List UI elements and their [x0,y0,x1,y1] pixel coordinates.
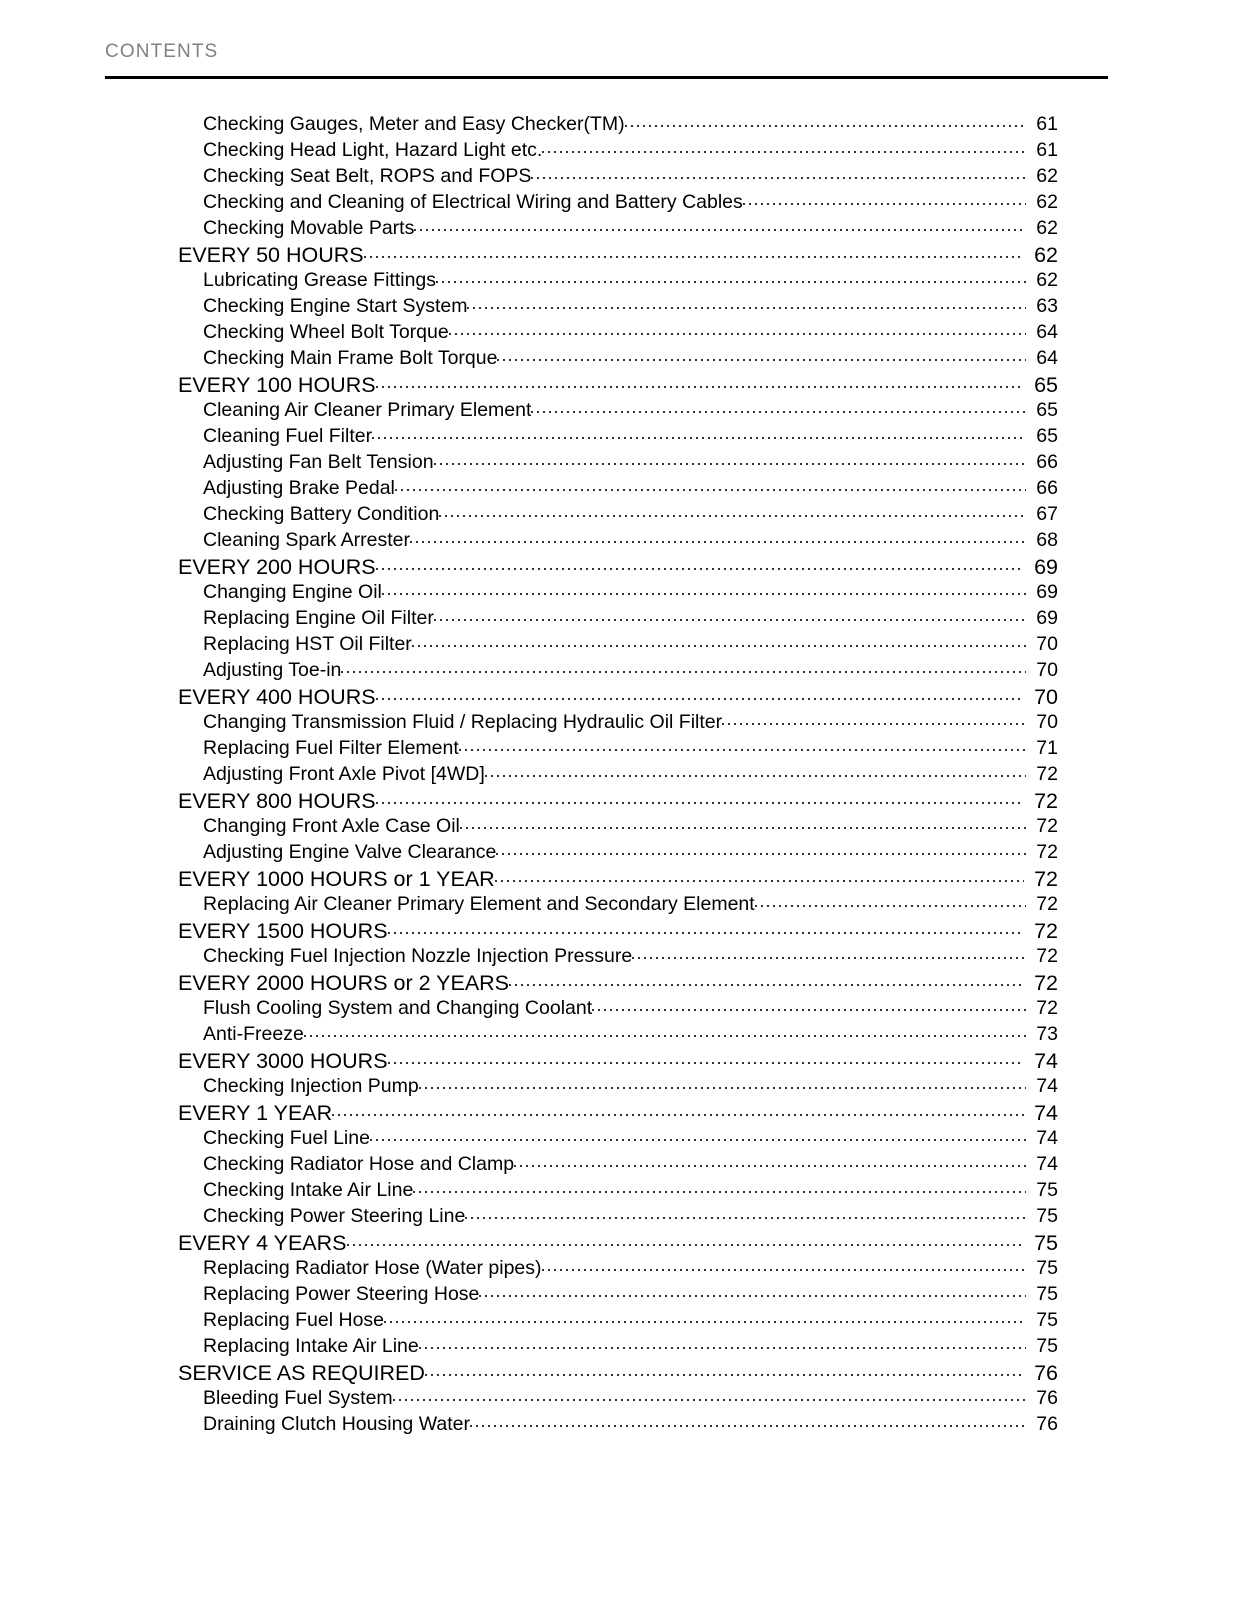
toc-page-number: 70 [1034,684,1058,709]
toc-page-number: 72 [1034,918,1058,943]
toc-section-row[interactable] [0,1358,1236,1384]
toc-entry-label: Cleaning Fuel Filter [203,424,373,447]
toc-page-number: 72 [1034,866,1058,891]
toc-entry-label: Checking Wheel Bolt Torque [203,320,449,343]
toc-section-row[interactable] [0,1046,1236,1072]
toc-page-number: 72 [1034,970,1058,995]
toc-dot-leader [542,1254,1026,1274]
toc-page-number: 65 [1036,424,1058,447]
toc-page-number: 66 [1036,450,1058,473]
toc-dot-leader [436,266,1026,286]
toc-entry-label: Draining Clutch Housing Water [203,1412,470,1435]
toc-entry-row[interactable] [0,1384,1236,1410]
toc-entry-row[interactable] [0,812,1236,838]
toc-page-number: 70 [1036,710,1058,733]
toc-entry-label: Adjusting Engine Valve Clearance [203,840,497,863]
toc-dot-leader [485,760,1026,780]
toc-dot-leader [419,1072,1026,1092]
toc-dot-leader [592,994,1026,1014]
toc-dot-leader [625,110,1026,130]
toc-page-number: 75 [1036,1308,1058,1331]
header-divider [105,76,1108,79]
toc-entry-row[interactable] [0,110,1236,136]
toc-page-number: 65 [1034,372,1058,397]
toc-entry-label: Checking Fuel Injection Nozzle Injection Pressure [203,944,633,967]
toc-entry-row[interactable] [0,292,1236,318]
toc-entry-row[interactable] [0,1280,1236,1306]
toc-entry-label: Adjusting Toe-in [203,658,342,681]
toc-page-number: 74 [1034,1048,1058,1073]
toc-page-number: 74 [1036,1126,1058,1149]
toc-entry-label: Cleaning Air Cleaner Primary Element [203,398,532,421]
toc-dot-leader [376,682,1024,704]
toc-entry-label: Cleaning Spark Arrester [203,528,411,551]
toc-dot-leader [376,370,1024,392]
toc-entry-row[interactable] [0,344,1236,370]
toc-page-number: 75 [1036,1256,1058,1279]
toc-entry-row[interactable] [0,422,1236,448]
toc-dot-leader [412,630,1026,650]
toc-dot-leader [632,942,1026,962]
toc-entry-row[interactable] [0,266,1236,292]
toc-page-number: 69 [1036,606,1058,629]
toc-entry-row[interactable] [0,708,1236,734]
toc-dot-leader [341,656,1026,676]
toc-entry-label: Checking Battery Condition [203,502,440,525]
toc-entry-label: EVERY 50 HOURS [178,242,364,267]
toc-entry-label: EVERY 3000 HOURS [178,1048,388,1073]
toc-dot-leader [372,422,1026,442]
toc-page-number: 72 [1036,814,1058,837]
toc-entry-row[interactable] [0,1306,1236,1332]
toc-section-row[interactable] [0,240,1236,266]
toc-dot-leader [332,1098,1024,1120]
toc-page-number: 72 [1036,892,1058,915]
toc-dot-leader [425,1358,1024,1380]
toc-entry-label: EVERY 200 HOURS [178,554,376,579]
toc-dot-leader [497,344,1026,364]
toc-page-number: 72 [1036,762,1058,785]
toc-page-number: 68 [1036,528,1058,551]
toc-entry-row[interactable] [0,942,1236,968]
toc-entry-row[interactable] [0,760,1236,786]
toc-entry-label: Adjusting Brake Pedal [203,476,395,499]
toc-page-number: 75 [1034,1230,1058,1255]
toc-entry-label: Anti-Freeze [203,1022,304,1045]
toc-dot-leader [460,812,1026,832]
toc-page-number: 62 [1036,190,1058,213]
toc-page-number: 76 [1036,1386,1058,1409]
toc-entry-label: Adjusting Front Axle Pivot [4WD] [203,762,485,785]
toc-page-number: 76 [1036,1412,1058,1435]
toc-dot-leader [388,1046,1024,1068]
toc-entry-row[interactable] [0,1020,1236,1046]
toc-entry-row[interactable] [0,994,1236,1020]
toc-dot-leader [542,136,1026,156]
toc-dot-leader [434,448,1026,468]
toc-entry-label: Checking Main Frame Bolt Torque [203,346,498,369]
toc-page-number: 67 [1036,502,1058,525]
toc-dot-leader [439,500,1026,520]
toc-entry-row[interactable] [0,630,1236,656]
toc-entry-label: Replacing Engine Oil Filter [203,606,434,629]
toc-entry-label: Replacing Radiator Hose (Water pipes) [203,1256,542,1279]
toc-section-row[interactable] [0,1098,1236,1124]
toc-entry-label: Replacing Intake Air Line [203,1334,419,1357]
toc-entry-label: Changing Transmission Fluid / Replacing Hydraulic Oil Filter [203,710,723,733]
toc-dot-leader [743,188,1026,208]
toc-section-row[interactable] [0,370,1236,396]
toc-entry-row[interactable] [0,890,1236,916]
toc-entry-row[interactable] [0,578,1236,604]
toc-page-number: 69 [1036,580,1058,603]
toc-entry-row[interactable] [0,838,1236,864]
toc-entry-label: Flush Cooling System and Changing Coolant [203,996,593,1019]
toc-dot-leader [465,1202,1026,1222]
toc-dot-leader [419,1332,1026,1352]
toc-entry-label: Replacing Fuel Hose [203,1308,385,1331]
toc-section-row[interactable] [0,786,1236,812]
toc-entry-row[interactable] [0,1410,1236,1436]
toc-entry-row[interactable] [0,474,1236,500]
toc-dot-leader [376,552,1024,574]
toc-entry-label: Replacing Fuel Filter Element [203,736,459,759]
toc-dot-leader [496,838,1026,858]
toc-entry-label: Checking Fuel Line [203,1126,370,1149]
toc-dot-leader [755,890,1026,910]
toc-page-number: 61 [1036,138,1058,161]
toc-entry-row[interactable] [0,162,1236,188]
toc-dot-leader [414,214,1026,234]
toc-entry-label: Checking Seat Belt, ROPS and FOPS [203,164,532,187]
toc-dot-leader [393,1384,1026,1404]
toc-page-number: 69 [1034,554,1058,579]
toc-entry-row[interactable] [0,656,1236,682]
toc-entry-row[interactable] [0,500,1236,526]
toc-dot-leader [410,526,1026,546]
toc-entry-row[interactable] [0,318,1236,344]
toc-page-number: 61 [1036,112,1058,135]
toc-entry-row[interactable] [0,448,1236,474]
toc-dot-leader [470,1410,1026,1430]
toc-entry-row[interactable] [0,1332,1236,1358]
toc-entry-label: Checking Movable Parts [203,216,415,239]
toc-entry-row[interactable] [0,1254,1236,1280]
toc-entry-label: Bleeding Fuel System [203,1386,393,1409]
toc-page-number: 74 [1036,1074,1058,1097]
toc-entry-row[interactable] [0,526,1236,552]
toc-entry-row[interactable] [0,188,1236,214]
toc-page-number: 72 [1036,944,1058,967]
toc-entry-label: EVERY 400 HOURS [178,684,376,709]
toc-entry-row[interactable] [0,1124,1236,1150]
toc-entry-label: Checking Injection Pump [203,1074,419,1097]
toc-dot-leader [347,1228,1024,1250]
toc-dot-leader [388,916,1024,938]
toc-page-number: 72 [1034,788,1058,813]
toc-dot-leader [395,474,1026,494]
toc-page-number: 64 [1036,346,1058,369]
toc-dot-leader [449,318,1026,338]
toc-entry-label: Checking Gauges, Meter and Easy Checker(TM) [203,112,625,135]
toc-page-number: 73 [1036,1022,1058,1045]
toc-page-number: 71 [1036,736,1058,759]
toc-page-number: 72 [1036,840,1058,863]
toc-entry-row[interactable] [0,1150,1236,1176]
toc-dot-leader [509,968,1024,990]
toc-entry-label: EVERY 1000 HOURS or 1 YEAR [178,866,495,891]
toc-section-row[interactable] [0,682,1236,708]
toc-page-number: 74 [1036,1152,1058,1175]
toc-entry-label: Checking Power Steering Line [203,1204,466,1227]
toc-section-row[interactable] [0,864,1236,890]
toc-entry-label: Checking Radiator Hose and Clamp [203,1152,515,1175]
toc-entry-row[interactable] [0,734,1236,760]
toc-section-row[interactable] [0,1228,1236,1254]
toc-page-number: 75 [1036,1282,1058,1305]
toc-entry-label: EVERY 4 YEARS [178,1230,347,1255]
toc-page-number: 76 [1034,1360,1058,1385]
toc-dot-leader [467,292,1026,312]
toc-dot-leader [514,1150,1026,1170]
toc-dot-leader [304,1020,1026,1040]
toc-entry-label: Lubricating Grease Fittings [203,268,437,291]
toc-entry-label: SERVICE AS REQUIRED [178,1360,425,1385]
toc-dot-leader [479,1280,1026,1300]
page-header [105,40,1108,64]
toc-dot-leader [722,708,1026,728]
toc-page-number: 65 [1036,398,1058,421]
toc-section-row[interactable] [0,916,1236,942]
toc-dot-leader [376,786,1024,808]
toc-entry-row[interactable] [0,214,1236,240]
toc-section-row[interactable] [0,968,1236,994]
toc-page-number: 62 [1036,164,1058,187]
toc-section-row[interactable] [0,552,1236,578]
toc-entry-row[interactable] [0,604,1236,630]
toc-page-number: 64 [1036,320,1058,343]
toc-page-number: 62 [1036,268,1058,291]
table-of-contents [0,110,1236,1436]
toc-entry-row[interactable] [0,1072,1236,1098]
toc-dot-leader [434,604,1026,624]
toc-entry-row[interactable] [0,1176,1236,1202]
toc-dot-leader [531,396,1026,416]
toc-entry-label: EVERY 1 YEAR [178,1100,333,1125]
toc-dot-leader [459,734,1026,754]
toc-entry-label: Replacing Power Steering Hose [203,1282,480,1305]
toc-entry-label: Checking Intake Air Line [203,1178,414,1201]
toc-page-number: 70 [1036,632,1058,655]
toc-dot-leader [413,1176,1026,1196]
toc-entry-label: EVERY 1500 HOURS [178,918,388,943]
toc-dot-leader [370,1124,1026,1144]
toc-entry-label: Adjusting Fan Belt Tension [203,450,434,473]
toc-dot-leader [495,864,1024,886]
toc-entry-row[interactable] [0,396,1236,422]
toc-dot-leader [364,240,1024,262]
toc-entry-label: Checking and Cleaning of Electrical Wiring and Battery Cables [203,190,743,213]
toc-entry-label: EVERY 800 HOURS [178,788,376,813]
toc-page-number: 70 [1036,658,1058,681]
toc-dot-leader [384,1306,1026,1326]
toc-entry-label: Checking Engine Start System [203,294,468,317]
toc-entry-label: Replacing HST Oil Filter [203,632,412,655]
toc-entry-row[interactable] [0,136,1236,162]
toc-entry-label: Changing Engine Oil [203,580,382,603]
toc-page-number: 74 [1034,1100,1058,1125]
toc-page-number: 62 [1034,242,1058,267]
toc-entry-label: EVERY 100 HOURS [178,372,376,397]
page-title: CONTENTS [105,41,219,62]
toc-entry-label: EVERY 2000 HOURS or 2 YEARS [178,970,510,995]
toc-page-number: 62 [1036,216,1058,239]
toc-entry-label: Checking Head Light, Hazard Light etc. [203,138,543,161]
toc-page-number: 75 [1036,1178,1058,1201]
toc-page-number: 66 [1036,476,1058,499]
toc-page-number: 75 [1036,1204,1058,1227]
toc-entry-label: Replacing Air Cleaner Primary Element and Secondary Element [203,892,755,915]
toc-page-number: 75 [1036,1334,1058,1357]
toc-entry-row[interactable] [0,1202,1236,1228]
toc-entry-label: Changing Front Axle Case Oil [203,814,460,837]
toc-page-number: 72 [1036,996,1058,1019]
toc-dot-leader [531,162,1026,182]
toc-page-number: 63 [1036,294,1058,317]
toc-dot-leader [382,578,1026,598]
